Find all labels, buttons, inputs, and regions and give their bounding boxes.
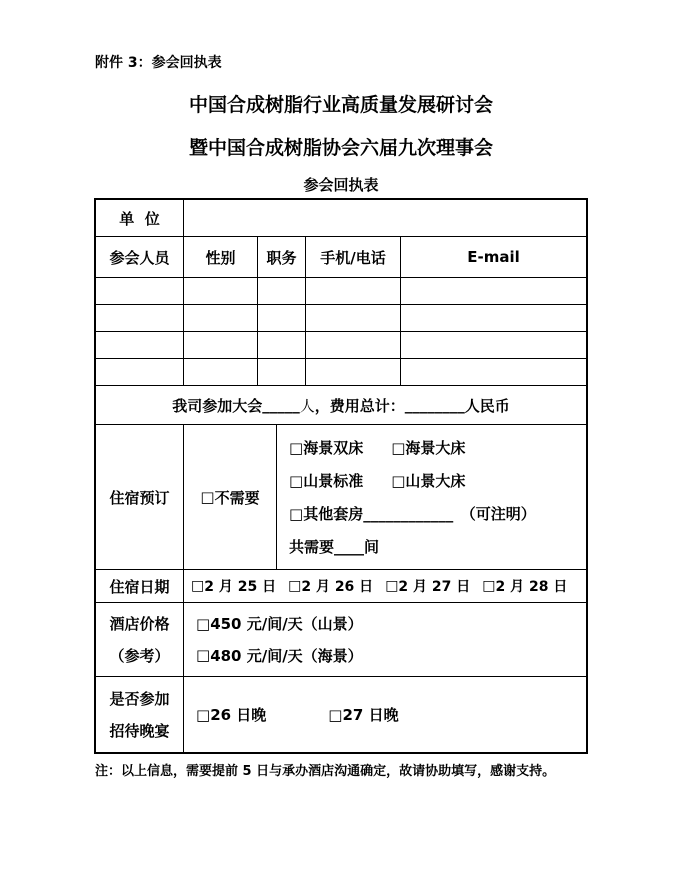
room-options-line-3: [289, 503, 536, 524]
checkbox-feb27-icon[interactable]: □: [385, 578, 399, 594]
header-phone-cell: [305, 237, 400, 277]
participant-email-cell[interactable]: [400, 278, 586, 304]
checkbox-feb25-icon[interactable]: □: [191, 578, 205, 594]
lodging-label-cell: [96, 425, 183, 569]
unit-row: [96, 200, 586, 236]
unit-value-cell[interactable]: [183, 200, 586, 236]
participant-gender-cell[interactable]: [183, 305, 257, 331]
option-date-feb28-label: 2 月 28 日: [495, 579, 568, 595]
checkbox-sea-king-icon[interactable]: □: [391, 438, 406, 457]
option-other-suite-label: 其他套房: [303, 505, 364, 523]
reply-form-table: [94, 198, 588, 754]
dinner-label-line2: 招待晚宴: [109, 722, 170, 740]
summary-pre: 我司参加大会: [172, 396, 263, 415]
dates-label-cell: [96, 570, 183, 602]
participant-phone-cell[interactable]: [305, 278, 400, 304]
checkbox-dinner-26-icon[interactable]: □: [196, 705, 211, 724]
option-dinner-27-label: 27 日晚: [342, 706, 399, 724]
option-not-needed-label: 不需要: [214, 488, 260, 507]
summary-post: 人民币: [464, 396, 510, 415]
other-suite-note: （可注明）: [453, 505, 536, 523]
option-price-480[interactable]: [196, 645, 363, 666]
checkbox-other-suite-icon[interactable]: □: [289, 504, 304, 523]
checkbox-mountain-king-icon[interactable]: □: [391, 471, 406, 490]
participant-name-cell[interactable]: [96, 359, 183, 385]
option-mountain-standard-label: 山景标准: [303, 472, 364, 490]
summary-person-char: 人: [299, 396, 315, 415]
header-gender-cell: [183, 237, 257, 277]
participant-position-cell[interactable]: [257, 359, 305, 385]
attendee-count-blank[interactable]: _____: [262, 396, 300, 414]
dates-options-cell: [183, 570, 586, 602]
option-sea-twin-label: 海景双床: [303, 439, 364, 457]
total-fee-blank[interactable]: ________: [404, 396, 465, 414]
summary-row: [96, 385, 586, 424]
rooms-needed-line: [289, 536, 379, 557]
header-email: E-mail: [467, 248, 520, 266]
summary-cell: [96, 386, 586, 424]
checkbox-feb26-icon[interactable]: □: [288, 578, 302, 594]
rooms-needed-blank[interactable]: ____: [334, 537, 365, 556]
lodging-options-cell: [276, 425, 586, 569]
participant-gender-cell[interactable]: [183, 332, 257, 358]
lodging-not-needed-cell: [183, 425, 276, 569]
form-title: 参会回执表: [303, 176, 379, 194]
option-date-feb27-label: 2 月 27 日: [398, 579, 471, 595]
option-dinner-26-label: 26 日晚: [210, 706, 267, 724]
participant-email-cell[interactable]: [400, 332, 586, 358]
summary-text: [172, 395, 510, 416]
participant-position-cell[interactable]: [257, 278, 305, 304]
header-name: 参会人员: [109, 248, 170, 267]
option-price-450-label: 450 元/间/天（山景）: [210, 615, 363, 634]
participant-position-cell[interactable]: [257, 305, 305, 331]
price-label-line2: （参考）: [109, 646, 170, 665]
dates-row: [96, 569, 586, 602]
checkbox-sea-twin-icon[interactable]: □: [289, 438, 304, 457]
other-suite-blank[interactable]: ____________: [363, 504, 454, 523]
attachment-label: 附件 3：参会回执表: [95, 55, 222, 71]
checkbox-not-needed-icon[interactable]: □: [200, 488, 215, 506]
checkbox-price-480-icon[interactable]: □: [196, 646, 211, 665]
main-title-line2: 暨中国合成树脂协会六届九次理事会: [188, 137, 493, 159]
price-label-cell: [96, 603, 183, 676]
price-row: [96, 602, 586, 676]
summary-mid: ，费用总计：: [314, 396, 405, 415]
option-price-450[interactable]: [196, 613, 363, 634]
header-phone: 手机/电话: [320, 248, 386, 267]
main-title-line1: 中国合成树脂行业高质量发展研讨会: [188, 94, 493, 116]
participant-row-2: [96, 304, 586, 331]
header-email-cell: [400, 237, 586, 277]
option-mountain-king-label: 山景大床: [405, 472, 466, 490]
participant-name-cell[interactable]: [96, 278, 183, 304]
option-other-suite[interactable]: [289, 503, 363, 524]
checkbox-feb28-icon[interactable]: □: [482, 578, 496, 594]
participant-position-cell[interactable]: [257, 332, 305, 358]
header-gender: 性别: [205, 248, 236, 267]
participant-row-3: [96, 331, 586, 358]
option-mountain-king[interactable]: [391, 470, 465, 491]
participant-name-cell[interactable]: [96, 305, 183, 331]
price-label-line1: 酒店价格: [109, 615, 170, 634]
footnote: 注：以上信息，需要提前 5 日与承办酒店沟通确定，故请协助填写，感谢支持。: [95, 764, 556, 779]
option-not-needed[interactable]: [200, 487, 259, 508]
participant-email-cell[interactable]: [400, 359, 586, 385]
option-date-feb25[interactable]: [191, 576, 276, 596]
lodging-label: 住宿预订: [109, 488, 170, 507]
option-sea-king[interactable]: [391, 437, 465, 458]
participant-row-4: [96, 358, 586, 385]
dinner-options-cell: [183, 677, 586, 752]
unit-label-cell: [96, 200, 183, 236]
dates-label: 住宿日期: [109, 577, 170, 596]
header-name-cell: [96, 237, 183, 277]
room-options-line-1: [289, 437, 465, 458]
checkbox-dinner-27-icon[interactable]: □: [328, 705, 343, 724]
room-options-line-2: [289, 470, 465, 491]
option-date-feb26-label: 2 月 26 日: [301, 579, 374, 595]
rooms-needed-post: 间: [364, 538, 380, 556]
participant-phone-cell[interactable]: [305, 332, 400, 358]
rooms-needed-pre: 共需要: [289, 538, 335, 556]
participant-gender-cell[interactable]: [183, 359, 257, 385]
option-date-feb28[interactable]: [482, 576, 567, 596]
option-sea-king-label: 海景大床: [405, 439, 466, 457]
option-dinner-27[interactable]: [328, 704, 398, 725]
option-dinner-26[interactable]: [196, 704, 266, 725]
dinner-label-cell: [96, 677, 183, 752]
option-mountain-standard[interactable]: [289, 470, 363, 491]
lodging-row: [96, 424, 586, 569]
participant-email-cell[interactable]: [400, 305, 586, 331]
checkbox-price-450-icon[interactable]: □: [196, 614, 211, 633]
participant-phone-cell[interactable]: [305, 305, 400, 331]
dinner-row: [96, 676, 586, 752]
participant-name-cell[interactable]: [96, 332, 183, 358]
header-position-cell: [257, 237, 305, 277]
participant-phone-cell[interactable]: [305, 359, 400, 385]
participant-row-1: [96, 277, 586, 304]
price-options-cell: [183, 603, 586, 676]
option-date-feb25-label: 2 月 25 日: [204, 579, 277, 595]
unit-label: 单 位: [119, 209, 160, 228]
option-sea-twin[interactable]: [289, 437, 363, 458]
checkbox-mountain-standard-icon[interactable]: □: [289, 471, 304, 490]
participants-header-row: [96, 236, 586, 277]
option-date-feb27[interactable]: [385, 576, 470, 596]
header-position: 职务: [266, 248, 297, 267]
participant-gender-cell[interactable]: [183, 278, 257, 304]
option-date-feb26[interactable]: [288, 576, 373, 596]
dinner-label-line1: 是否参加: [109, 690, 170, 708]
option-price-480-label: 480 元/间/天（海景）: [210, 646, 363, 665]
